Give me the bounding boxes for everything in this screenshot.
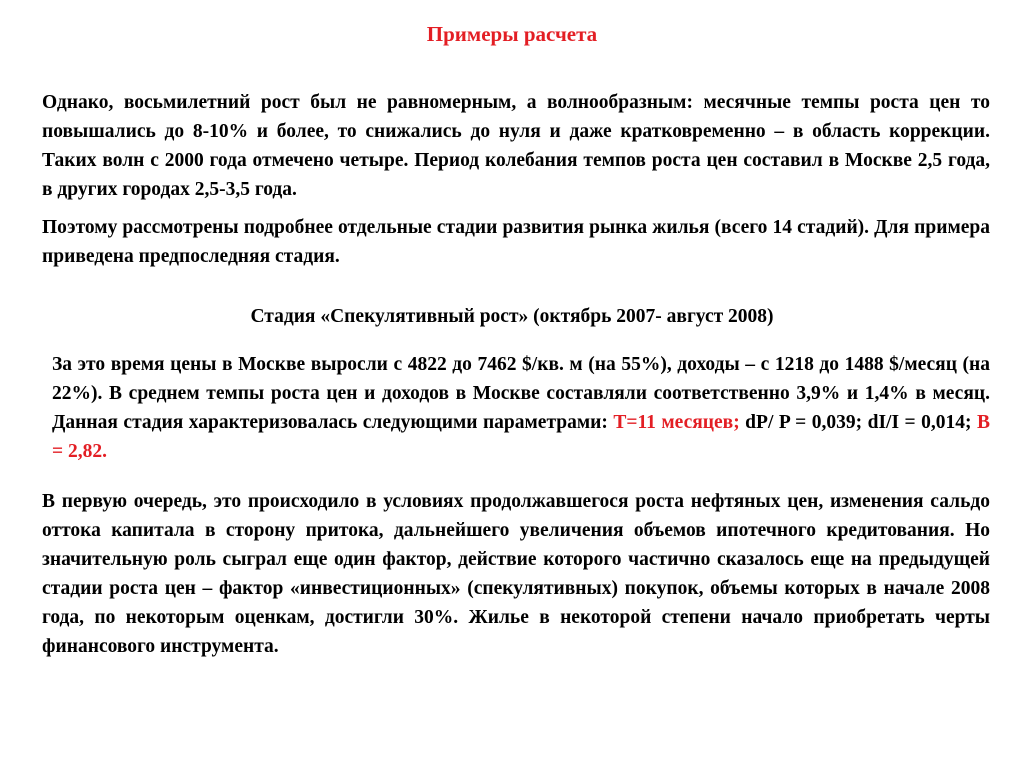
- stage-description-text: За это время цены в Москве выросли с 4822 до 7462 $/кв. м (на 55%), доходы – с 1218 до 1488 $/месяц (на 22%). В среднем темпы роста цен и доходов в Москве составляли соответственно 3,9% и 1,4% в месяц. Данная стадия характеризовалась следующими параметрами:: [52, 354, 990, 433]
- paragraph-factors: В первую очередь, это происходило в условиях продолжавшегося роста нефтяных цен, изменения сальдо оттока капитала в сторону притока, дальнейшего увеличения объемов ипотечного кредитования. Но значительную роль сыграл еще один фактор, действие которого частично сказалось еще на предыдущей стадии роста цен – фактор «инвестиционных» (спекулятивных) покупок, объемы которых в начале 2008 года, по некоторым оценкам, достигли 30%. Жилье в некоторой степени начало приобретать черты финансового инструмента.: [42, 491, 990, 657]
- slide-title: Примеры расчета: [426, 22, 598, 46]
- b-parameter: В = 2,82.: [52, 412, 990, 462]
- growth-rate-parameters: dP/ P = 0,039; dI/I = 0,014;: [739, 412, 977, 433]
- paragraph-wave-growth: Однако, восьмилетний рост был не равномерным, а волнообразным: месячные темпы роста цен то повышались до 8-10% и более, то снижались до нуля и даже кратковременно – в область коррекции. Таких волн с 2000 года отмечено четыре. Период колебания темпов роста цен составил в Москве 2,5 года, в других городах 2,5-3,5 года.: [42, 92, 990, 200]
- stage-title: Стадия «Спекулятивный рост» (октябрь 2007- август 2008): [250, 306, 774, 327]
- duration-parameter: Т=11 месяцев;: [613, 412, 740, 433]
- paragraph-stage-parameters: [52, 350, 990, 466]
- paragraph-stages-overview: Поэтому рассмотрены подробнее отдельные стадии развития рынка жилья (всего 14 стадий). Для примера приведена предпоследняя стадия.: [42, 217, 990, 267]
